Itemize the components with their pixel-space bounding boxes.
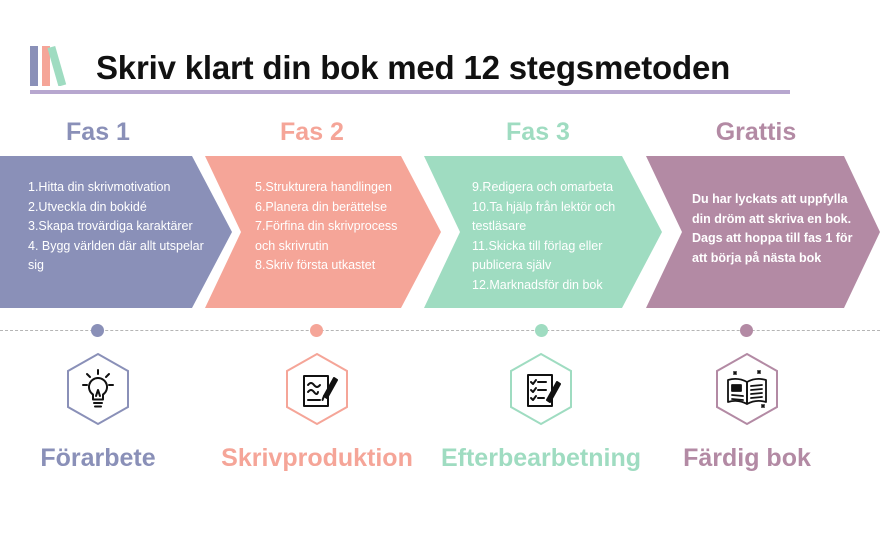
open-book-icon bbox=[714, 352, 780, 426]
writing-icon bbox=[284, 352, 350, 426]
lightbulb-icon bbox=[65, 352, 131, 426]
label-skrivproduktion: Skrivproduktion bbox=[221, 444, 413, 472]
title-underline bbox=[30, 90, 790, 94]
phase-title-fas-2: Fas 2 bbox=[280, 118, 344, 146]
fas-1-steps: 1.Hitta din skrivmotivation 2.Utveckla din bokidé 3.Skapa trovärdiga karaktärer 4. Bygg världen där allt utspelar sig bbox=[28, 180, 204, 272]
label-fardig-bok: Färdig bok bbox=[683, 444, 811, 472]
grattis-message: Du har lyckats att uppfylla din dröm att skriva en bok. Dags att hoppa till fas 1 för att börja på nästa bok bbox=[692, 192, 853, 265]
books-logo-icon bbox=[30, 44, 82, 86]
fas-3-steps: 9.Redigera och omarbeta 10.Ta hjälp från lektör och testläsare 11.Skicka till förlag eller publicera själv 12.Marknadsför din bok bbox=[472, 180, 616, 292]
timeline-dot-grattis bbox=[740, 324, 753, 337]
page-title: Skriv klart din bok med 12 stegsmetoden bbox=[96, 49, 731, 86]
timeline-dot-fas-2 bbox=[310, 324, 323, 337]
checklist-icon bbox=[508, 352, 574, 426]
phase-title-grattis: Grattis bbox=[715, 118, 797, 146]
timeline-dot-fas-1 bbox=[91, 324, 104, 337]
label-forarbete: Förarbete bbox=[40, 444, 156, 472]
timeline-dot-fas-3 bbox=[535, 324, 548, 337]
fas-2-steps: 5.Strukturera handlingen 6.Planera din berättelse 7.Förfina din skrivprocess och skrivrutin 8.Skriv första utkastet bbox=[255, 180, 398, 272]
phase-title-fas-1: Fas 1 bbox=[66, 118, 130, 146]
label-efterbearbetning: Efterbearbetning bbox=[440, 444, 642, 472]
phase-title-fas-3: Fas 3 bbox=[506, 118, 570, 146]
